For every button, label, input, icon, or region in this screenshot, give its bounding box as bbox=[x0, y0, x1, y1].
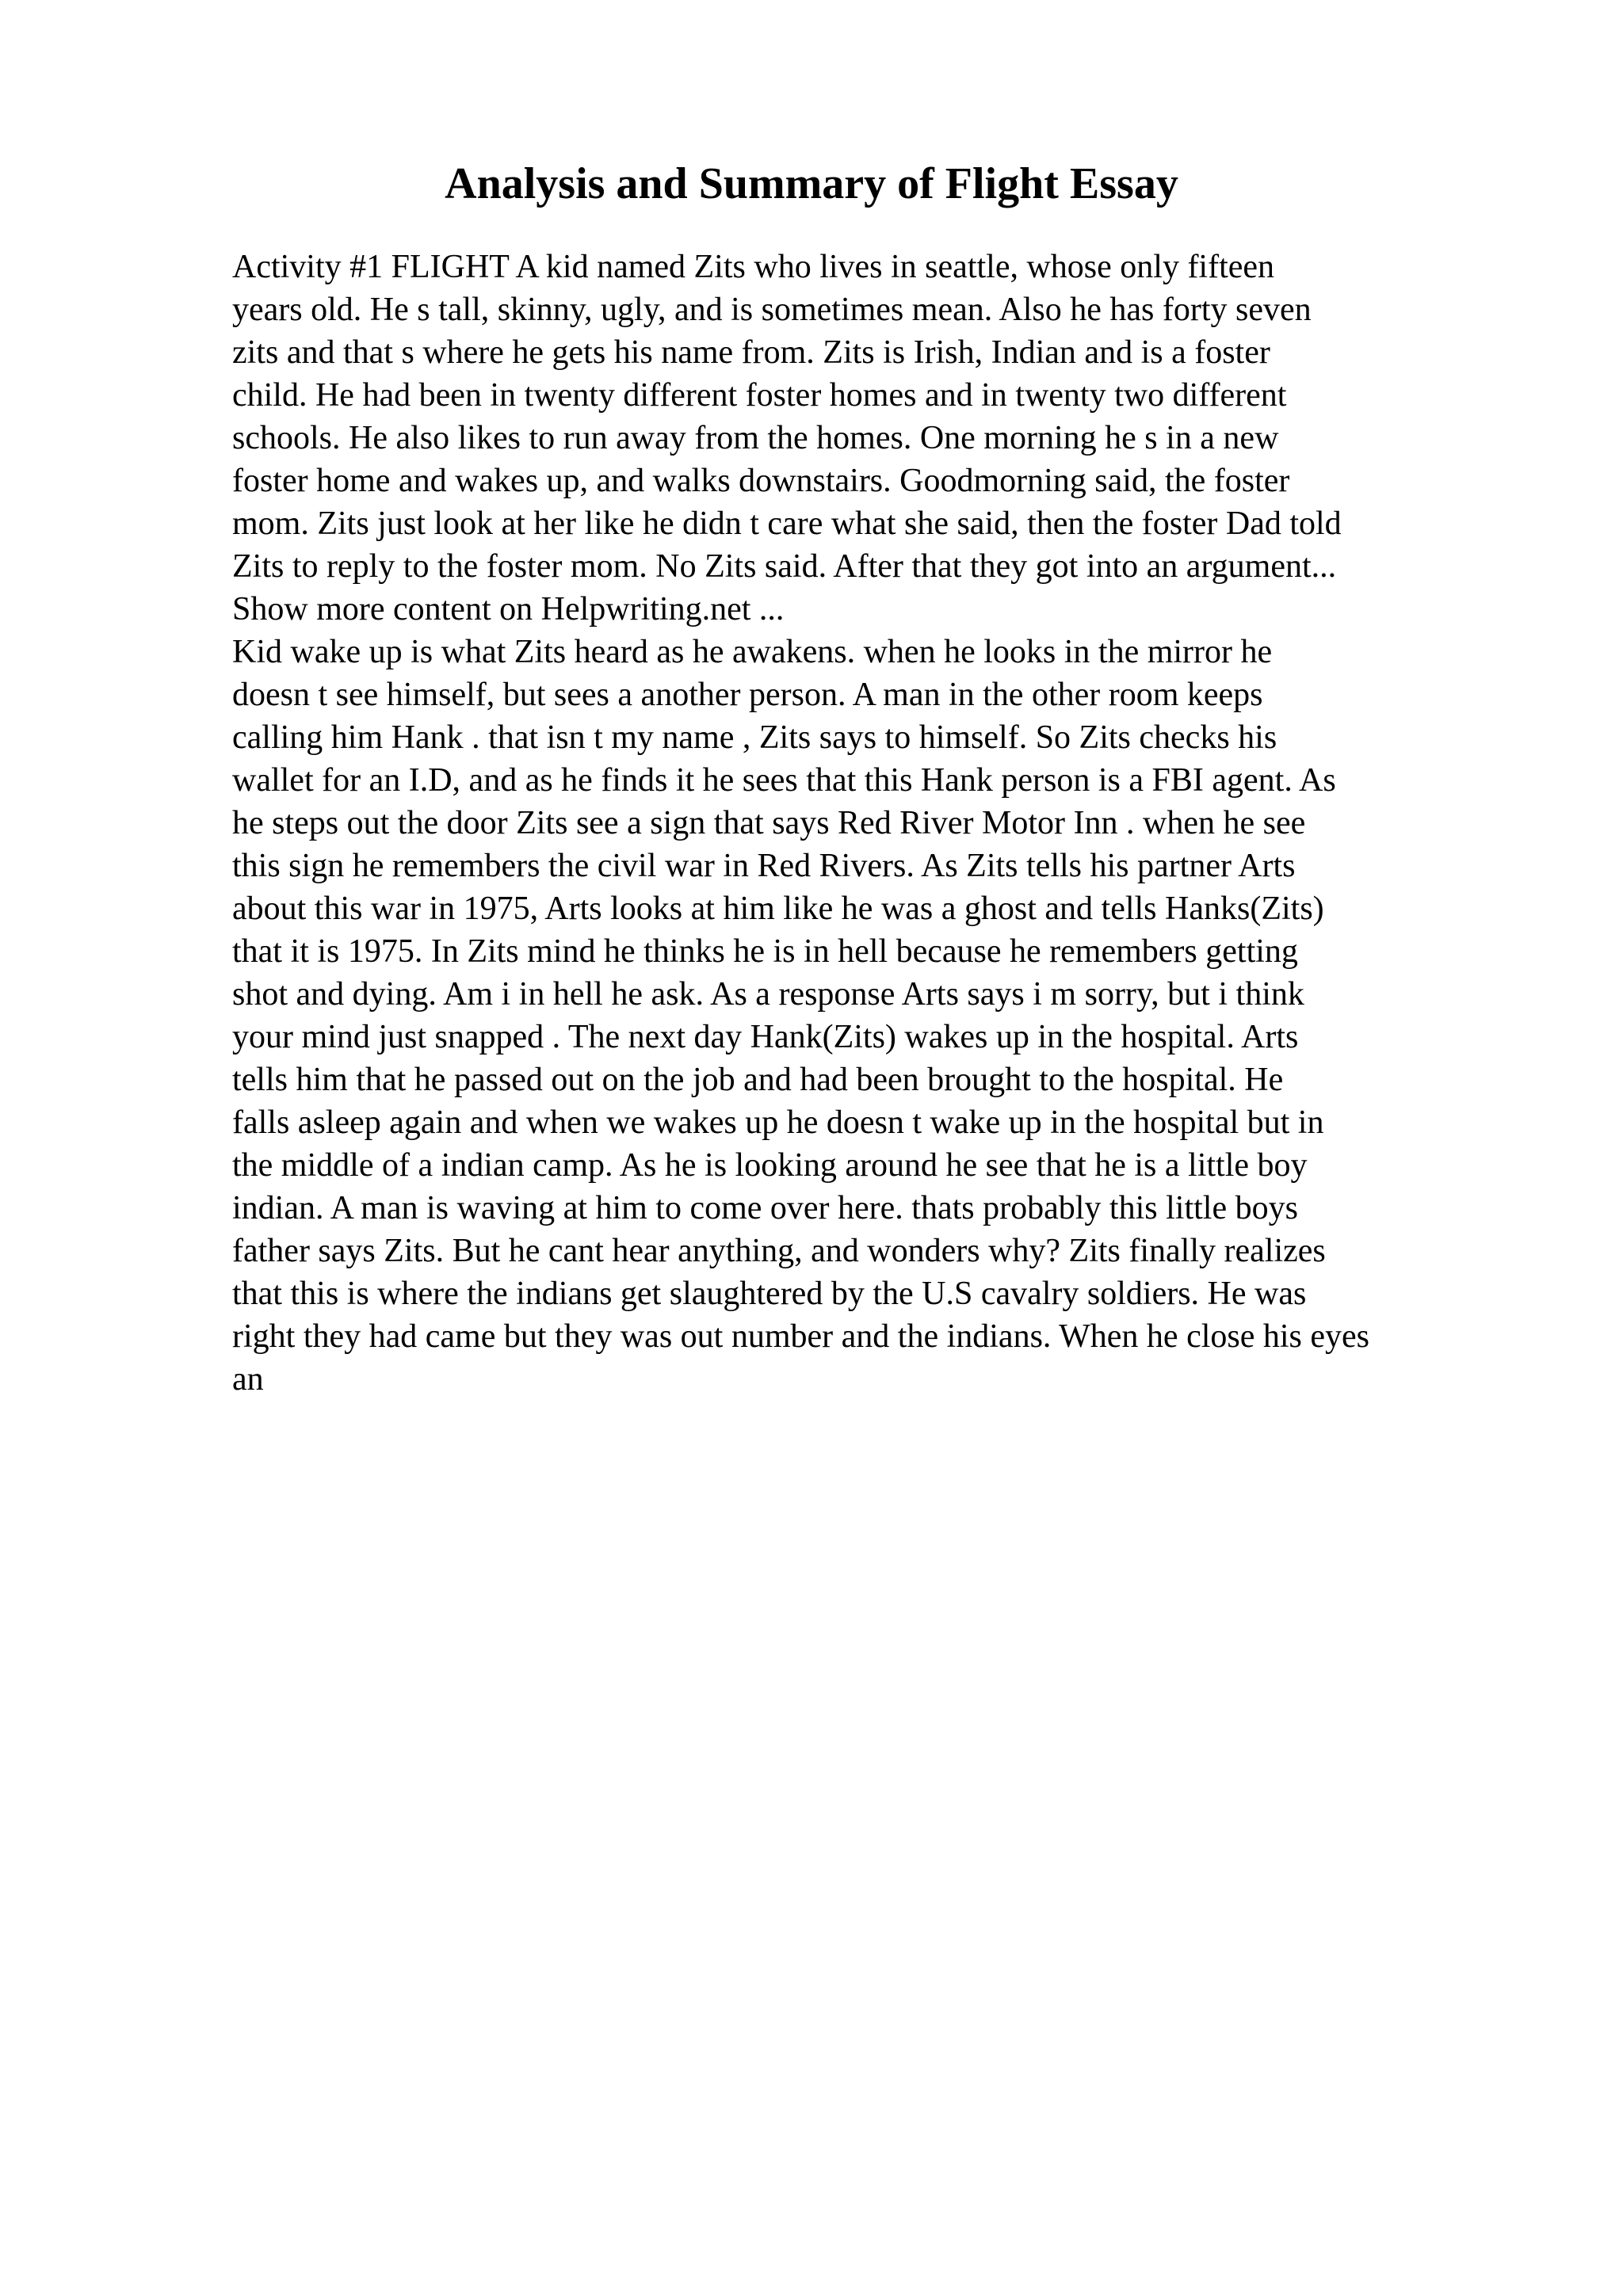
text-line: that it is 1975. In Zits mind he thinks he is in hell because he remembers getting bbox=[232, 933, 1298, 970]
text-line: schools. He also likes to run away from the homes. One morning he s in a new bbox=[232, 420, 1279, 456]
text-line: calling him Hank . that isn t my name , Zits says to himself. So Zits checks his bbox=[232, 719, 1277, 756]
text-line: this sign he remembers the civil war in Red Rivers. As Zits tells his partner Arts bbox=[232, 848, 1296, 884]
text-line: wallet for an I.D, and as he finds it he sees that this Hank person is a FBI agent. As bbox=[232, 762, 1336, 799]
text-line: about this war in 1975, Arts looks at him like he was a ghost and tells Hanks(Zits) bbox=[232, 891, 1324, 927]
text-line: Kid wake up is what Zits heard as he awakens. when he looks in the mirror he bbox=[232, 634, 1273, 670]
text-line: mom. Zits just look at her like he didn t care what she said, then the foster Dad told bbox=[232, 505, 1342, 542]
show-more-link[interactable]: Show more content on Helpwriting.net ... bbox=[232, 591, 785, 627]
text-line: child. He had been in twenty different foster homes and in twenty two different bbox=[232, 377, 1287, 414]
text-line: shot and dying. Am i in hell he ask. As a response Arts says i m sorry, but i think bbox=[232, 976, 1304, 1013]
text-line: doesn t see himself, but sees a another person. A man in the other room keeps bbox=[232, 677, 1263, 713]
text-line: indian. A man is waving at him to come over here. thats probably this little boys bbox=[232, 1190, 1298, 1226]
text-line: zits and that s where he gets his name from. Zits is Irish, Indian and is a foster bbox=[232, 334, 1270, 371]
text-line: he steps out the door Zits see a sign that says Red River Motor Inn . when he see bbox=[232, 805, 1306, 841]
document-title: Analysis and Summary of Flight Essay bbox=[445, 159, 1178, 208]
text-line: foster home and wakes up, and walks downstairs. Goodmorning said, the foster bbox=[232, 463, 1290, 499]
text-line: years old. He s tall, skinny, ugly, and is sometimes mean. Also he has forty seven bbox=[232, 292, 1312, 328]
text-line: father says Zits. But he cant hear anything, and wonders why? Zits finally realizes bbox=[232, 1233, 1326, 1269]
text-line: your mind just snapped . The next day Hank(Zits) wakes up in the hospital. Arts bbox=[232, 1019, 1299, 1055]
essay-body bbox=[232, 246, 1500, 1401]
text-line: Activity #1 FLIGHT A kid named Zits who lives in seattle, whose only fifteen bbox=[232, 249, 1275, 285]
text-line: tells him that he passed out on the job and had been brought to the hospital. He bbox=[232, 1062, 1284, 1098]
text-line: the middle of a indian camp. As he is looking around he see that he is a little boy bbox=[232, 1147, 1308, 1184]
text-line: falls asleep again and when we wakes up he doesn t wake up in the hospital but in bbox=[232, 1104, 1324, 1141]
text-line: an bbox=[232, 1361, 264, 1398]
text-line: Zits to reply to the foster mom. No Zits said. After that they got into an argument... bbox=[232, 548, 1337, 585]
text-line: right they had came but they was out number and the indians. When he close his eyes bbox=[232, 1318, 1370, 1355]
text-line: that this is where the indians get slaughtered by the U.S cavalry soldiers. He was bbox=[232, 1276, 1307, 1312]
